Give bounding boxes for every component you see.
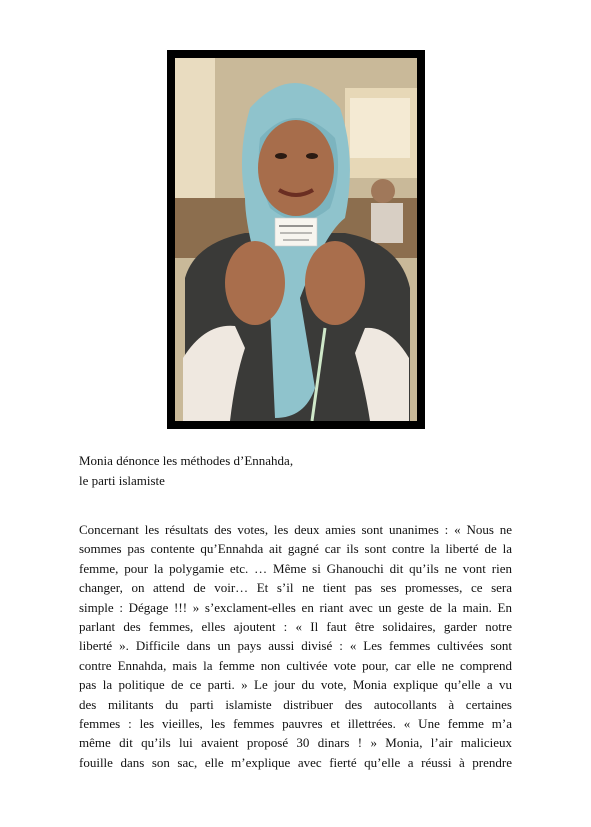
paragraph-line: changer, on attend de voir… Et s’il ne tient pas ses promesses, ce sera	[79, 580, 512, 596]
portrait-photo	[175, 58, 417, 421]
paragraph-line: même dit qu’ils lui avaient proposé 30 dinars ! » Monia, l’air malicieux	[79, 735, 512, 751]
paragraph-line: femme, pour la polygamie etc. … Même si Ghanouchi dit qu’ils ne vont rien	[79, 560, 512, 576]
caption-line: le parti islamiste	[79, 473, 165, 488]
paragraph-line: sommes pas contente qu’Ennahda ait gagné car ils sont contre la liberté de la	[79, 541, 512, 557]
paragraph-line: liberté ». Difficile dans un pays aussi divisé : « Les femmes cultivées sont	[79, 638, 512, 654]
paragraph-line: fouille dans son sac, elle m’explique avec fierté qu’elle a réussi à prendre	[79, 754, 512, 770]
paragraph-line: des militants du parti islamiste distribuer des autocollants à certaines	[79, 696, 512, 712]
paragraph-line: contre Ennahda, mais la femme non cultivée vote pour, car elle ne comprend	[79, 657, 512, 673]
caption-line: Monia dénonce les méthodes d’Ennahda,	[79, 453, 294, 468]
paragraph-line: simple : Dégage !!! » s’exclament-elles en riant avec un geste de la main. En	[79, 599, 512, 615]
paragraph-line: parlant des femmes, elles ajoutent : « Il faut être solidaires, garder notre	[79, 618, 512, 634]
photo-frame	[167, 50, 425, 429]
paragraph-line: pas la politique de ce parti. » Le jour du vote, Monia explique qu’elle a vu	[79, 677, 512, 693]
photo-illustration	[175, 58, 417, 421]
photo-caption	[79, 451, 459, 491]
paragraph-line: femmes : les vieilles, les femmes pauvres et illettrées. « Une femme m’a	[79, 715, 512, 731]
paragraph-line: Concernant les résultats des votes, les deux amies sont unanimes : « Nous ne	[79, 522, 512, 537]
article-paragraph	[79, 520, 512, 772]
